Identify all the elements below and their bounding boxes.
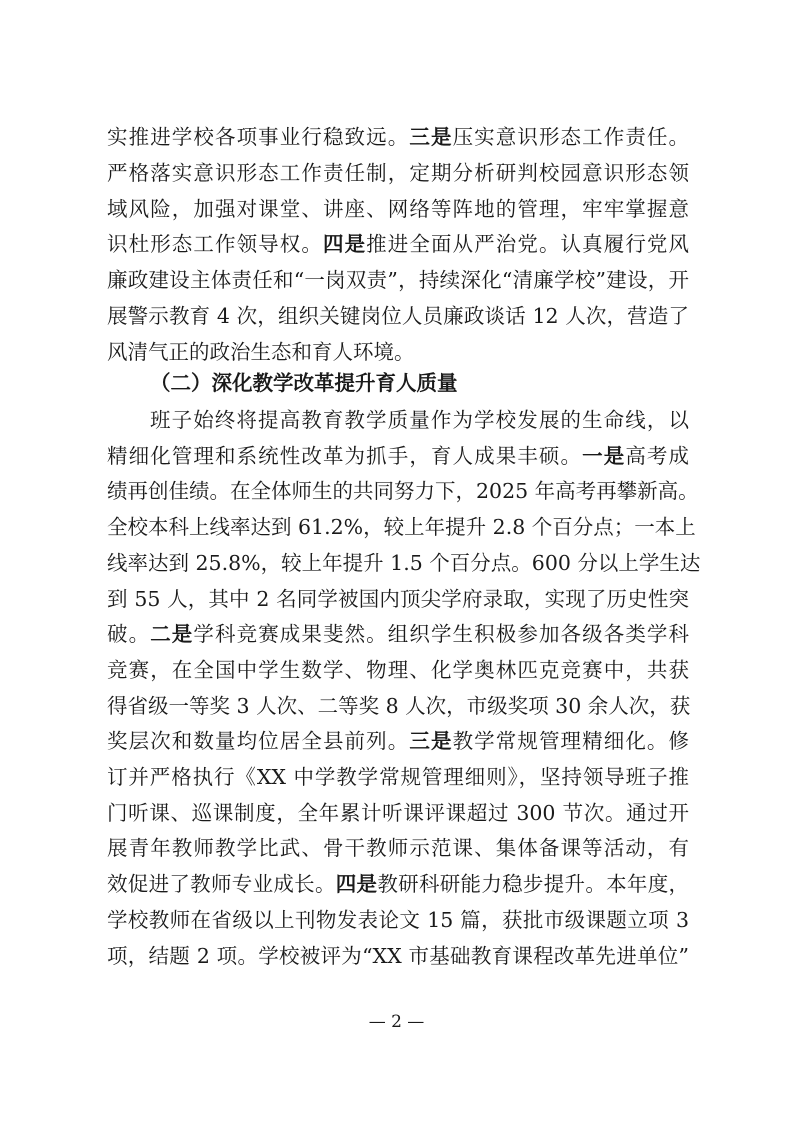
bold-lead-phrase: 二是 [150,622,194,647]
text-line [107,686,689,726]
text-run: 全校本科上线率达到 61.2%，较上年提升 2.8 个百分点；一本上 [107,515,696,540]
bold-lead-phrase: 三是 [409,125,453,149]
text-line [107,224,689,264]
text-line [107,579,689,619]
text-line [107,189,689,229]
text-line [107,757,689,797]
text-line [107,828,689,868]
text-run: 绩再创佳绩。在全体师生的共同努力下，2025 年高考再攀新高。 [107,479,699,504]
text-run: 破。 [107,622,151,647]
text-line [107,260,689,300]
text-run: 风清气正的政治生态和育人环境。 [107,339,415,364]
text-line [107,864,689,904]
text-line [107,471,699,511]
text-run: 订并严格执行《XX 中学教学常规管理细则》，坚持领导班子推 [107,765,689,789]
text-run: 竞赛，在全国中学生数学、物理、化学奥林匹克竞赛中，共获 [107,657,689,682]
page-number: — 2 — [368,1012,425,1032]
text-run: 识杜形态工作领导权。 [107,232,323,257]
text-run: 学校教师在省级以上刊物发表论文 15 篇，获批市级课题立项 3 [107,907,689,932]
text-line [107,436,689,476]
text-run: 域风险，加强对课堂、讲座、网络等阵地的管理，牢牢掌握意 [107,196,689,221]
text-run: 奖层次和数量均位居全县前列。 [107,729,410,754]
text-run: 廉政建设主体责任和“一岗双责”，持续深化“清廉学校”建设，开 [107,268,689,293]
text-run: 线率达到 25.8%，较上年提升 1.5 个百分点。600 分以上学生达 [107,550,701,575]
text-line [107,721,689,761]
text-line [107,936,689,976]
text-run: 展青年教师教学比武、骨干教师示范课、集体备课等活动，有 [107,836,689,861]
bold-lead-phrase: 一是 [582,443,626,468]
section-heading: （二）深化教学改革提升育人质量 [150,371,458,395]
text-run: 班子始终将提高教育教学质量作为学校发展的生命线，以 [150,408,689,432]
text-line [107,507,696,547]
text-line [150,400,689,440]
text-run: 得省级一等奖 3 人次、二等奖 8 人次，市级奖项 30 余人次，获 [107,693,691,718]
text-line [107,650,689,690]
text-line [107,793,689,833]
text-line [107,543,701,583]
text-run: 压实意识形态工作责任。 [452,125,690,149]
text-line [107,900,689,940]
text-line [107,117,689,157]
bold-lead-phrase: 四是 [335,872,378,897]
text-run: 学科竞赛成果斐然。组织学生积极参加各级各类学科 [193,622,690,647]
text-line [107,614,689,654]
bold-lead-phrase: 三是 [409,729,453,754]
text-run: 高考成 [625,443,690,468]
text-run: 到 55 人，其中 2 名同学被国内顶尖学府录取，实现了历史性突 [107,586,689,611]
text-run: 门听课、巡课制度，全年累计听课评课超过 300 节次。通过开 [107,800,689,825]
text-run: 推进全面从严治党。认真履行党风 [366,232,690,257]
text-run: 教研科研能力稳步提升。本年度， [377,872,690,897]
text-run: 实推进学校各项事业行稳致远。 [107,125,410,149]
text-line [107,296,689,336]
text-run: 严格落实意识形态工作责任制，定期分析研判校园意识形态领 [107,160,689,185]
text-run: 效促进了教师专业成长。 [107,872,336,897]
text-run: 展警示教育 4 次，组织关键岗位人员廉政谈话 12 人次，营造了 [107,304,689,328]
text-line [107,153,689,193]
text-run: 教学常规管理精细化。修 [452,729,690,754]
bold-lead-phrase: 四是 [322,232,367,257]
text-run: 精细化管理和系统性改革为抓手，育人成果丰硕。 [107,443,583,468]
text-run: 项，结题 2 项。学校被评为“XX 市基础教育课程改革先进单位” [107,943,689,968]
